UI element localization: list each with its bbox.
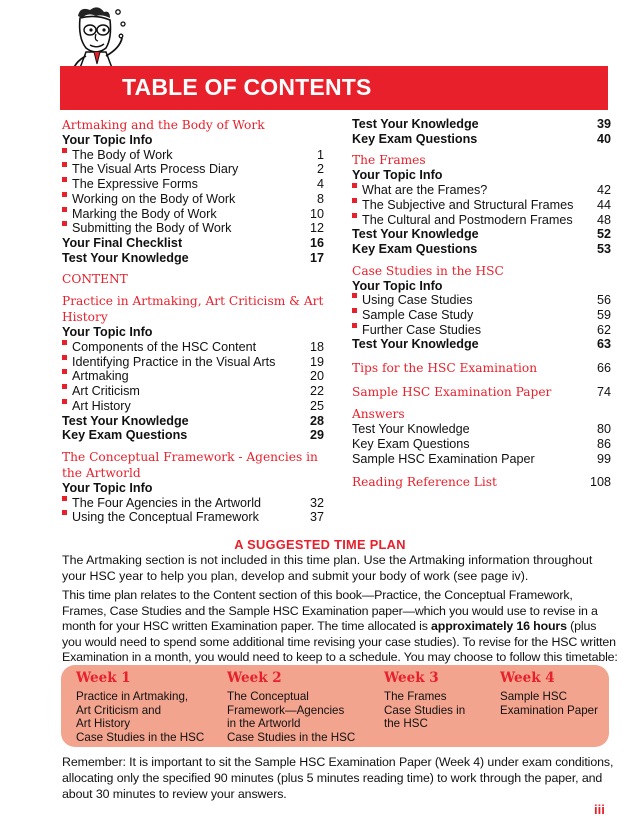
week-3-column	[384, 669, 465, 731]
toc-entry	[62, 251, 324, 266]
toc-entry	[62, 496, 324, 511]
bullet-square-icon	[352, 323, 357, 328]
toc-section-heading: Artmaking and the Body of Work	[62, 118, 265, 132]
bullet-square-icon	[62, 192, 67, 197]
time-plan-heading: A SUGGESTED TIME PLAN	[234, 537, 406, 552]
toc-entry-title: Identifying Practice in the Visual Arts	[72, 354, 276, 369]
toc-entry	[352, 437, 611, 452]
toc-page-number: 56	[596, 293, 611, 308]
toc-entry	[352, 183, 611, 198]
bullet-square-icon	[62, 177, 67, 182]
toc-entry	[352, 308, 611, 323]
bullet-square-icon	[352, 293, 357, 298]
toc-page-number: 53	[596, 241, 611, 256]
toc-page-number: 62	[596, 322, 611, 337]
toc-entry	[62, 192, 324, 207]
toc-entry-title: The Visual Arts Process Diary	[72, 162, 239, 177]
toc-entry-title: Sample HSC Examination Paper	[352, 385, 552, 400]
toc-entry	[62, 355, 324, 370]
toc-entry-title: Test Your Knowledge	[352, 337, 479, 352]
toc-page-number: 63	[596, 337, 611, 352]
toc-subheading: Your Topic Info	[62, 480, 153, 495]
week-4-column	[500, 669, 598, 717]
toc-page-number: 20	[309, 369, 324, 384]
toc-page-number: 16	[309, 235, 324, 250]
toc-page-number: 10	[309, 206, 324, 221]
toc-page-number: 37	[309, 510, 324, 525]
toc-entry-title: Reading Reference List	[352, 475, 497, 490]
toc-page-number: 39	[596, 117, 611, 131]
time-plan-description: This time plan relates to the Content section of this book—Practice, the Conceptual Framework, Frames, Case Studies and the Sample HSC Examination paper—which you would use to revise in a month for your HSC written Examination paper. The time allocated is approximately 16 hours (plus you would need to spend some additional time revising your case studies). To revise for the HSC written Examination in a month, you would need to keep to a schedule. You may choose to follow this timetable:	[62, 588, 618, 665]
toc-entry-title: Test Your Knowledge	[352, 422, 470, 437]
toc-page-number: 48	[596, 212, 611, 227]
toc-section-heading	[352, 384, 611, 400]
toc-entry-title: The Four Agencies in the Artworld	[72, 495, 262, 510]
page-number: iii	[594, 802, 605, 817]
toc-entry	[62, 162, 324, 177]
bullet-square-icon	[62, 340, 67, 345]
toc-page-number: 1	[316, 147, 324, 162]
bullet-square-icon	[62, 162, 67, 167]
toc-section-heading: Answers	[352, 407, 405, 422]
toc-page-number: 8	[316, 191, 324, 206]
toc-entry	[62, 221, 324, 236]
toc-entry-title: Using Case Studies	[362, 293, 473, 308]
toc-entry-title: Key Exam Questions	[352, 241, 478, 256]
toc-page-number: 59	[596, 308, 611, 323]
week-title: Week 3	[384, 670, 439, 686]
toc-entry-title: Your Final Checklist	[62, 235, 183, 250]
toc-entry	[352, 337, 611, 352]
week-line: The Frames	[384, 690, 447, 703]
toc-page-number: 2	[316, 162, 324, 177]
week-line: Practice in Artmaking,	[76, 690, 189, 703]
toc-page-number: 17	[309, 250, 324, 265]
toc-page-number: 44	[596, 197, 611, 212]
toc-subheading: Your Topic Info	[352, 168, 443, 183]
toc-entry-title: Key Exam Questions	[62, 428, 188, 443]
week-2-column	[227, 669, 355, 744]
time-plan-intro: The Artmaking section is not included in this time plan. Use the Artmaking information throughout your HSC year to help you plan, develop and submit your body of work (see page iv).	[62, 553, 593, 583]
toc-page-number: 42	[596, 183, 611, 198]
toc-page-number: 4	[316, 177, 324, 192]
week-line: in the Artworld	[227, 717, 301, 730]
toc-page-number: 86	[596, 436, 611, 451]
toc-page-number: 74	[596, 385, 611, 400]
toc-page-number: 52	[596, 227, 611, 242]
toc-entry-title: The Body of Work	[72, 147, 173, 162]
toc-entry	[352, 242, 611, 257]
toc-entry-title: Working on the Body of Work	[72, 191, 236, 206]
toc-entry	[352, 117, 611, 132]
week-line: the HSC	[384, 717, 428, 730]
toc-entry	[62, 177, 324, 192]
week-line: Art Criticism and	[76, 703, 162, 717]
week-line: Case Studies in	[384, 703, 466, 717]
toc-entry-title: The Expressive Forms	[72, 177, 198, 192]
toc-subheading: Your Topic Info	[352, 278, 443, 293]
toc-entry	[62, 207, 324, 222]
toc-entry-title: Key Exam Questions	[352, 131, 478, 146]
toc-entry-title: Sample HSC Examination Paper	[352, 451, 535, 466]
toc-page-number: 28	[309, 413, 324, 428]
toc-page-number: 18	[309, 340, 324, 355]
toc-entry-title: Test Your Knowledge	[62, 413, 189, 428]
week-title: Week 4	[500, 670, 555, 686]
toc-section-heading: Practice in Artmaking, Art Criticism & Art History	[62, 294, 324, 325]
toc-entry	[352, 452, 611, 467]
week-title: Week 2	[227, 670, 282, 686]
toc-entry-title: The Subjective and Structural Frames	[362, 197, 574, 212]
toc-page-number: 40	[596, 131, 611, 146]
toc-page-number: 66	[596, 361, 611, 376]
bullet-square-icon	[62, 510, 67, 515]
toc-entry-title: What are the Frames?	[362, 183, 488, 198]
toc-entry	[62, 384, 324, 399]
toc-entry	[62, 414, 324, 429]
toc-entry	[352, 293, 611, 308]
bullet-square-icon	[62, 148, 67, 153]
toc-section-heading: The Conceptual Framework - Agencies in the Artworld	[62, 449, 318, 480]
toc-page-number: 108	[589, 475, 611, 490]
toc-subheading: Your Topic Info	[62, 325, 153, 340]
toc-section-heading	[352, 474, 611, 490]
toc-entry	[352, 213, 611, 228]
toc-entry	[62, 399, 324, 414]
toc-entry	[352, 422, 611, 437]
week-1-column	[76, 669, 204, 744]
toc-entry-title: Artmaking	[72, 369, 129, 384]
bullet-square-icon	[62, 384, 67, 389]
bullet-square-icon	[62, 221, 67, 226]
toc-entry	[352, 132, 611, 147]
toc-entry-title: Key Exam Questions	[352, 436, 470, 451]
toc-entry-title: Test Your Knowledge	[352, 117, 479, 131]
toc-section-heading: Case Studies in the HSC	[352, 263, 504, 278]
toc-entry-title: Tips for the HSC Examination	[352, 361, 538, 376]
bullet-square-icon	[62, 207, 67, 212]
toc-entry-title: Components of the HSC Content	[72, 340, 257, 355]
toc-subheading: Your Topic Info	[62, 133, 153, 147]
week-line: Case Studies in the HSC	[227, 730, 356, 744]
toc-entry	[62, 236, 324, 251]
bullet-square-icon	[62, 369, 67, 374]
toc-entry-title: Submitting the Body of Work	[72, 221, 232, 236]
bullet-square-icon	[62, 355, 67, 360]
toc-entry	[62, 369, 324, 384]
bullet-square-icon	[352, 198, 357, 203]
toc-entry	[62, 510, 324, 525]
toc-entry-title: Sample Case Study	[362, 308, 474, 323]
toc-page-number: 99	[596, 451, 611, 466]
toc-entry-title: Further Case Studies	[362, 322, 481, 337]
toc-section-heading: CONTENT	[62, 272, 128, 287]
toc-entry-title: Test Your Knowledge	[352, 227, 479, 242]
toc-left-column	[62, 117, 324, 525]
toc-entry	[352, 227, 611, 242]
page-title: TABLE OF CONTENTS	[122, 74, 372, 100]
bullet-square-icon	[352, 183, 357, 188]
week-title: Week 1	[76, 670, 131, 686]
toc-entry-title: Using the Conceptual Framework	[72, 510, 259, 525]
toc-page-number: 29	[309, 428, 324, 443]
toc-entry	[62, 428, 324, 443]
toc-section-heading	[352, 360, 611, 376]
toc-section-heading: The Frames	[352, 153, 426, 168]
toc-entry-title: Test Your Knowledge	[62, 250, 189, 265]
reminder-text: Remember: It is important to sit the Sample HSC Examination Paper (Week 4) under exam conditions, allocating only the specified 90 minutes (plus 5 minutes reading time) to work through the paper, and about 30 minutes to review your answers.	[62, 755, 614, 801]
toc-entry-title: The Cultural and Postmodern Frames	[362, 212, 573, 227]
week-line: Examination Paper	[500, 703, 598, 717]
week-line: The Conceptual	[227, 690, 309, 703]
bullet-square-icon	[352, 213, 357, 218]
toc-page-number: 22	[309, 384, 324, 399]
toc-page-number: 25	[309, 398, 324, 413]
toc-page-number: 12	[309, 221, 324, 236]
toc-entry	[62, 148, 324, 163]
toc-page-number: 19	[309, 354, 324, 369]
toc-entry	[352, 323, 611, 338]
toc-page-number: 32	[309, 495, 324, 510]
week-line: Case Studies in the HSC	[76, 730, 205, 744]
bullet-square-icon	[62, 496, 67, 501]
week-line: Art History	[76, 717, 131, 730]
toc-entry	[62, 340, 324, 355]
toc-entry-title: Marking the Body of Work	[72, 206, 217, 221]
toc-right-column	[352, 117, 611, 490]
bullet-square-icon	[62, 399, 67, 404]
week-line: Framework—Agencies	[227, 703, 345, 717]
bullet-square-icon	[352, 308, 357, 313]
toc-page-number: 80	[596, 422, 611, 437]
toc-entry-title: Art History	[72, 398, 131, 413]
toc-entry-title: Art Criticism	[72, 384, 140, 399]
week-line: Sample HSC	[500, 690, 568, 703]
toc-entry	[352, 198, 611, 213]
